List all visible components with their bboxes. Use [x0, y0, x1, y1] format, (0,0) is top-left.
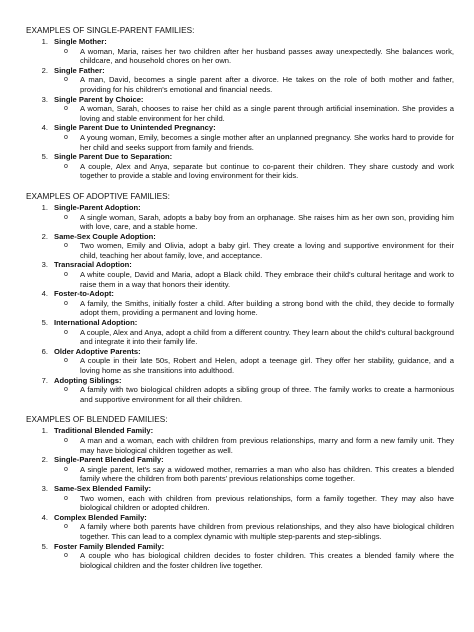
item-number: 3. [41, 94, 48, 104]
item-number: 2. [41, 455, 48, 465]
description-text: A woman, Sarah, chooses to raise her child as a single parent through artificial insemination. She provides a loving and stable environment for her child. [80, 104, 454, 123]
circle-bullet-icon: o [64, 76, 68, 84]
item-body [54, 484, 454, 513]
description-text: A couple, Alex and Anya, separate but continue to co-parent their children. They share custody and work together to provide a stable and loving environment for their kids. [80, 161, 454, 181]
item-description [64, 75, 454, 94]
circle-bullet-icon: o [64, 328, 68, 336]
item-body [54, 455, 454, 484]
item-number: 3. [41, 260, 48, 270]
item-number: 4. [41, 123, 48, 133]
item-body [54, 426, 454, 455]
description-text: A couple who has biological children decides to foster children. This creates a blended family where the biological children and the foster children live together. [80, 551, 454, 570]
list-item [26, 66, 454, 95]
item-title: Single Father: [54, 65, 105, 75]
circle-bullet-icon: o [64, 357, 68, 365]
description-text: A white couple, David and Maria, adopt a Black child. They embrace their child's cultural heritage and work to raise them in a way that honors their identity. [80, 270, 454, 289]
circle-bullet-icon: o [64, 386, 68, 394]
list-item [26, 455, 454, 484]
list-item [26, 203, 454, 232]
item-number: 1. [41, 202, 48, 212]
description-text: Two women, Emily and Olivia, adopt a baby girl. They create a loving and supportive environment for their child, teaching her about family, love, and acceptance. [80, 241, 454, 260]
list-item [26, 152, 454, 181]
section-heading: EXAMPLES OF ADOPTIVE FAMILIES: [26, 191, 170, 201]
description-text: A couple in their late 50s, Robert and Helen, adopt a teenage girl. They offer her stability, guidance, and a loving home as she transitions into adulthood. [80, 356, 454, 375]
item-body [54, 260, 454, 289]
item-number: 5. [41, 318, 48, 328]
list-item [26, 232, 454, 261]
section-heading: EXAMPLES OF BLENDED FAMILIES: [26, 415, 168, 425]
circle-bullet-icon: o [64, 242, 68, 250]
item-description [64, 356, 454, 375]
description-text: A couple, Alex and Anya, adopt a child from a different country. They learn about the child's cultural background and integrate it into their family life. [80, 327, 454, 347]
item-body [54, 152, 454, 181]
item-title: Single Mother: [54, 37, 107, 46]
item-title: Older Adoptive Parents: [54, 346, 141, 356]
example-list [26, 426, 454, 570]
circle-bullet-icon: o [64, 523, 68, 531]
item-number: 7. [41, 375, 48, 385]
item-title: International Adoption: [54, 318, 138, 328]
description-text: A family with two biological children adopts a sibling group of three. The family works to create a harmonious and supportive environment for all their children. [80, 385, 454, 404]
item-description [64, 436, 454, 455]
section [26, 26, 454, 181]
list-item [26, 347, 454, 376]
list-item [26, 289, 454, 318]
list-item [26, 513, 454, 542]
item-number: 2. [41, 231, 48, 241]
item-title: Same-Sex Blended Family: [54, 483, 152, 493]
circle-bullet-icon: o [64, 494, 68, 502]
item-body [54, 289, 454, 318]
item-number: 4. [41, 289, 48, 299]
item-number: 3. [41, 483, 48, 493]
list-item [26, 123, 454, 152]
item-body [54, 123, 454, 152]
item-description [64, 299, 454, 318]
item-body [54, 542, 454, 571]
item-number: 5. [41, 152, 48, 162]
list-item [26, 37, 454, 66]
circle-bullet-icon: o [64, 162, 68, 170]
item-number: 1. [41, 37, 48, 46]
circle-bullet-icon: o [64, 133, 68, 141]
description-text: A single parent, let's say a widowed mother, remarries a man who also has children. This creates a blended family where the children from both parents' previous relationships come together. [80, 464, 454, 484]
item-title: Foster-to-Adopt: [54, 289, 114, 299]
item-title: Single-Parent Adoption: [54, 202, 141, 212]
description-text: A man, David, becomes a single parent after a divorce. He takes on the role of both mother and father, providing for his children's emotional and financial needs. [80, 75, 454, 94]
item-body [54, 513, 454, 542]
item-body [54, 232, 454, 261]
item-number: 2. [41, 65, 48, 75]
list-item [26, 426, 454, 455]
item-body [54, 37, 454, 66]
section [26, 415, 454, 570]
list-item [26, 376, 454, 405]
item-description [64, 241, 454, 260]
item-description [64, 104, 454, 123]
description-text: A family where both parents have children from previous relationships, and they also have biological children together. This can lead to a complex dynamic with multiple step-parents and step-siblings. [80, 522, 454, 541]
circle-bullet-icon: o [64, 465, 68, 473]
item-body [54, 203, 454, 232]
item-number: 6. [41, 346, 48, 356]
item-title: Transracial Adoption: [54, 260, 132, 270]
list-item [26, 484, 454, 513]
item-title: Adopting Siblings: [54, 375, 122, 385]
item-title: Single Parent by Choice: [54, 94, 144, 104]
description-text: A single woman, Sarah, adopts a baby boy from an orphanage. She raises him as her own son, providing him with love, care, and a stable home. [80, 212, 454, 232]
list-item [26, 95, 454, 124]
item-description [64, 328, 454, 347]
item-body [54, 347, 454, 376]
circle-bullet-icon: o [64, 552, 68, 560]
section [26, 192, 454, 404]
description-text: A man and a woman, each with children from previous relationships, marry and form a new family unit. They may have biological children together as well. [80, 435, 454, 455]
circle-bullet-icon: o [64, 213, 68, 221]
circle-bullet-icon: o [64, 105, 68, 113]
description-text: A young woman, Emily, becomes a single mother after an unplanned pregnancy. She works hard to provide for her child and seeks support from family and friends. [80, 132, 454, 152]
item-title: Traditional Blended Family: [54, 426, 154, 436]
item-description [64, 162, 454, 181]
item-number: 1. [41, 426, 48, 436]
item-number: 4. [41, 512, 48, 522]
description-text: A woman, Maria, raises her two children after her husband passes away unexpectedly. She balances work, childcare, and household chores on her own. [80, 46, 454, 66]
item-description [64, 385, 454, 404]
list-item [26, 260, 454, 289]
section-heading: EXAMPLES OF SINGLE-PARENT FAMILIES: [26, 26, 195, 35]
item-description [64, 47, 454, 66]
list-item [26, 542, 454, 571]
circle-bullet-icon: o [64, 271, 68, 279]
item-description [64, 522, 454, 541]
circle-bullet-icon: o [64, 436, 68, 444]
item-title: Single Parent Due to Unintended Pregnancy: [54, 123, 216, 133]
item-body [54, 95, 454, 124]
circle-bullet-icon: o [64, 299, 68, 307]
item-title: Foster Family Blended Family: [54, 541, 165, 551]
description-text: Two women, each with children from previous relationships, form a family together. They may also have biological children or adopted children. [80, 493, 454, 513]
description-text: A family, the Smiths, initially foster a child. After building a strong bond with the child, they decide to formally adopt them, providing a permanent and loving home. [80, 298, 454, 318]
item-body [54, 66, 454, 95]
item-description [64, 465, 454, 484]
item-title: Same-Sex Couple Adoption: [54, 231, 156, 241]
item-body [54, 376, 454, 405]
item-description [64, 270, 454, 289]
item-title: Single Parent Due to Separation: [54, 152, 173, 162]
example-list [26, 203, 454, 404]
item-description [64, 133, 454, 152]
item-number: 5. [41, 541, 48, 551]
item-description [64, 494, 454, 513]
item-title: Single-Parent Blended Family: [54, 455, 164, 465]
item-description [64, 213, 454, 232]
item-description [64, 551, 454, 570]
circle-bullet-icon: o [64, 47, 68, 55]
list-item [26, 318, 454, 347]
item-body [54, 318, 454, 347]
example-list [26, 37, 454, 181]
item-title: Complex Blended Family: [54, 512, 147, 522]
